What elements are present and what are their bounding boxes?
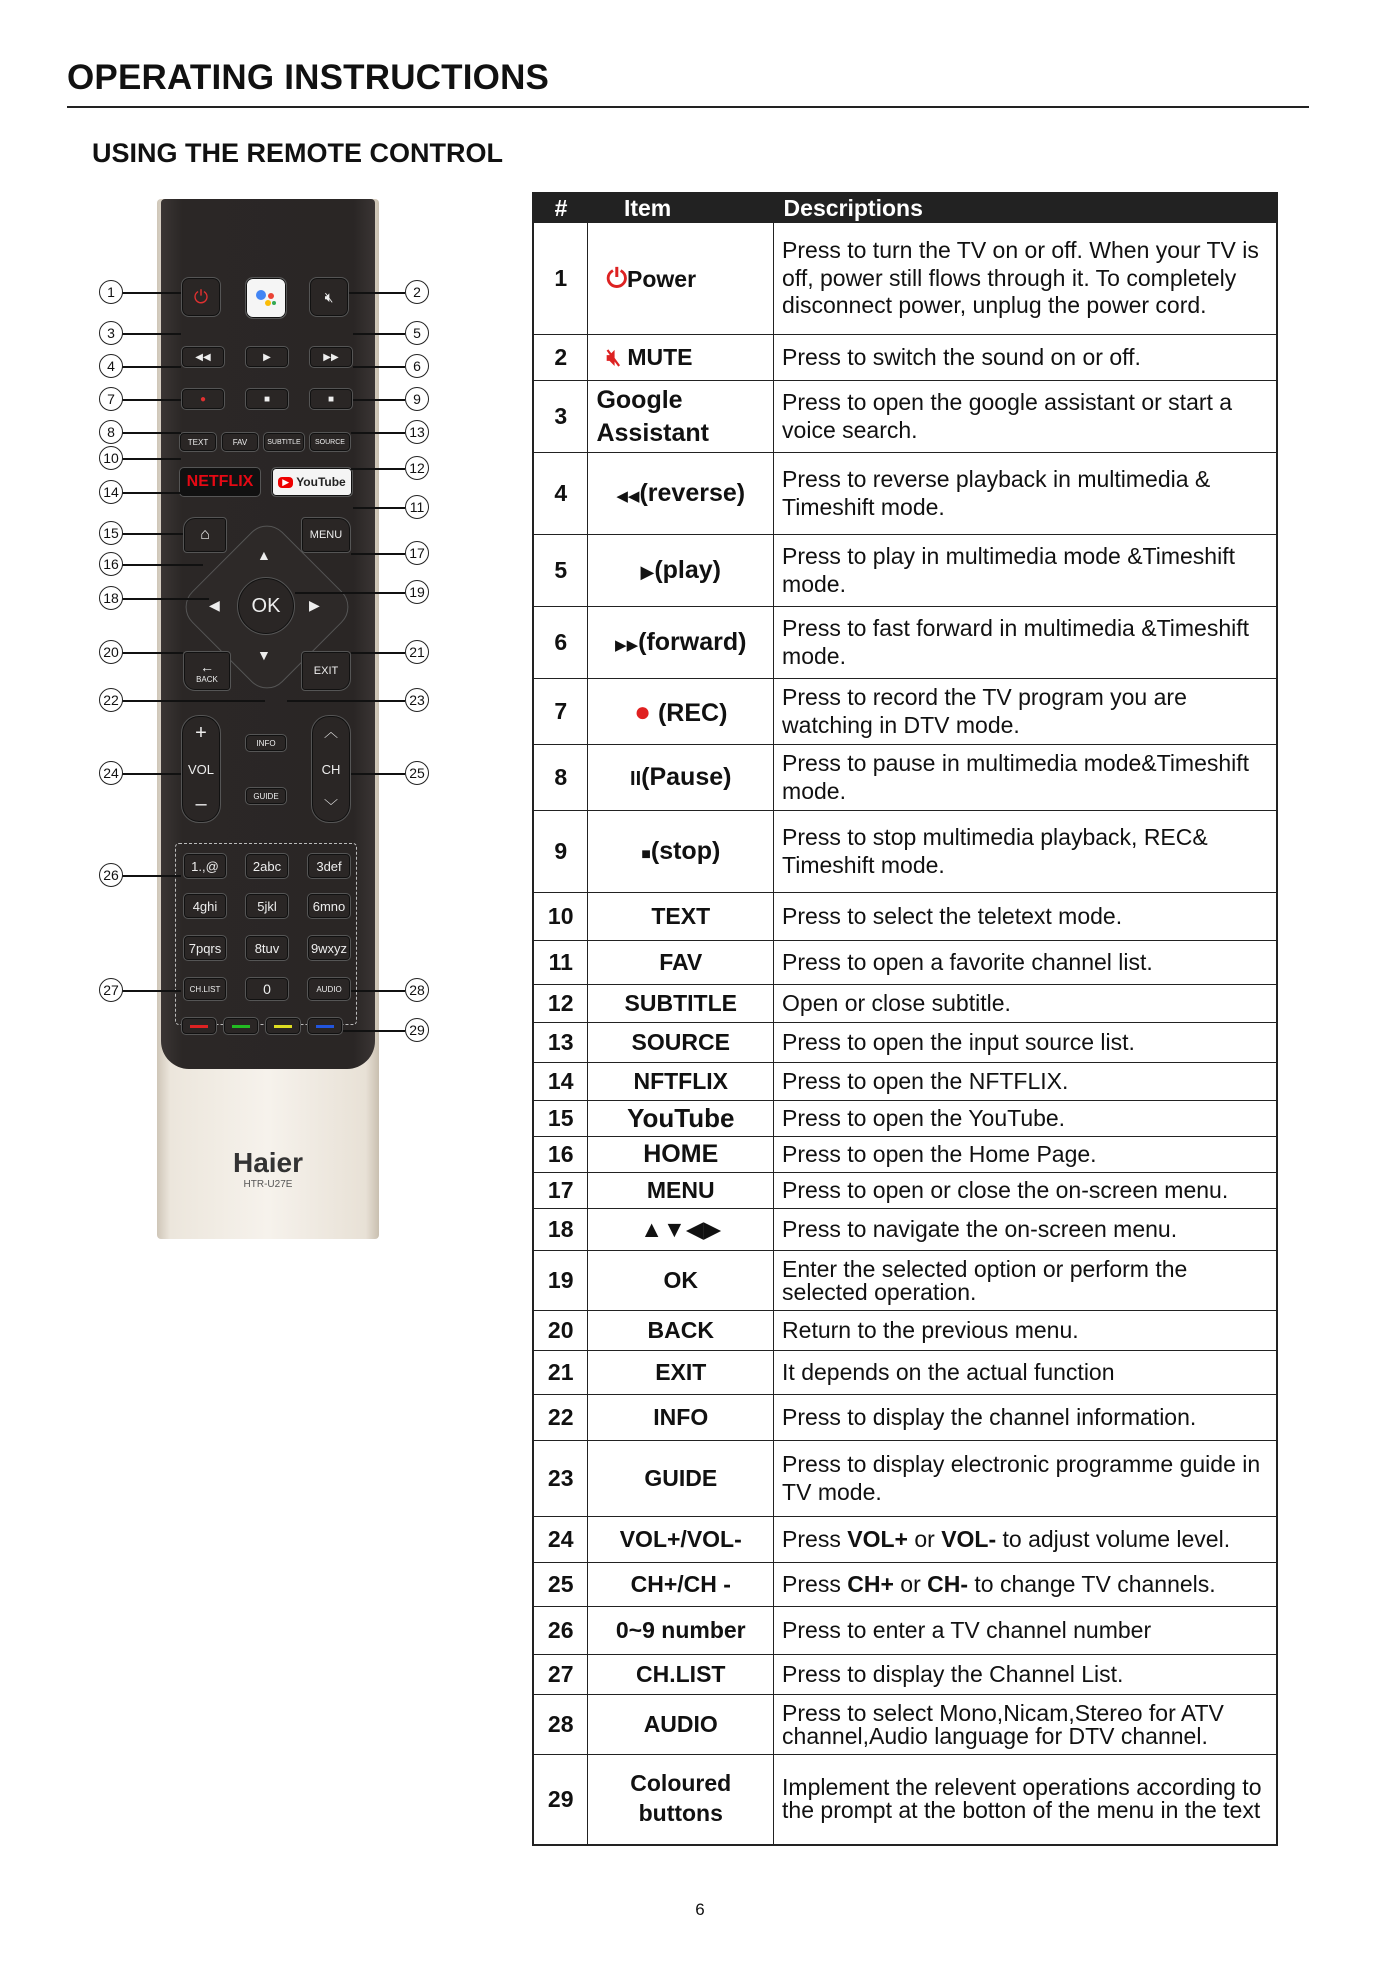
callout-line bbox=[353, 366, 405, 368]
row-description: Press to enter a TV channel number bbox=[774, 1607, 1277, 1655]
row-item bbox=[588, 453, 774, 535]
key-8: 8tuv bbox=[245, 935, 289, 961]
row-description: Press to fast forward in multimedia &Timeshift mode. bbox=[774, 607, 1277, 679]
callout-28: 28 bbox=[405, 978, 429, 1002]
guide-button: GUIDE bbox=[245, 787, 287, 805]
callout-line bbox=[119, 333, 181, 335]
row-item bbox=[588, 335, 774, 381]
ch-down-icon: ﹀ bbox=[324, 798, 338, 814]
callout-20: 20 bbox=[99, 640, 123, 664]
callout-22: 22 bbox=[99, 688, 123, 712]
row-number: 10 bbox=[533, 893, 588, 941]
blue-bar bbox=[316, 1025, 334, 1028]
reverse-button: ◀◀ bbox=[181, 346, 225, 368]
ch-up-icon: ︿ bbox=[324, 724, 338, 740]
row-description: Press to open the input source list. bbox=[774, 1023, 1277, 1063]
callout-25: 25 bbox=[405, 761, 429, 785]
row-description: Press to reverse playback in multimedia & Timeshift mode. bbox=[774, 453, 1277, 535]
key-0: 0 bbox=[245, 977, 289, 1001]
row-item-label: (REC) bbox=[657, 698, 728, 727]
callout-line bbox=[119, 598, 209, 600]
table-row bbox=[533, 1563, 1277, 1607]
row-description: Press to switch the sound on or off. bbox=[774, 335, 1277, 381]
stop-icon: ■ bbox=[641, 846, 651, 863]
table-row bbox=[533, 335, 1277, 381]
row-description: Press to record the TV program you are watching in DTV mode. bbox=[774, 679, 1277, 745]
rec-icon: ● bbox=[634, 695, 652, 727]
source-button: SOURCE bbox=[309, 432, 351, 452]
chlist-button: CH.LIST bbox=[183, 977, 227, 1001]
callout-16: 16 bbox=[99, 552, 123, 576]
key-9: 9wxyz bbox=[307, 935, 351, 961]
desc-text: or bbox=[907, 1525, 942, 1552]
row-description: Press to open the YouTube. bbox=[774, 1101, 1277, 1137]
yellow-bar bbox=[274, 1025, 292, 1028]
row-item: BACK bbox=[588, 1311, 774, 1351]
row-number: 25 bbox=[533, 1563, 588, 1607]
callout-line bbox=[119, 399, 181, 401]
header-number: # bbox=[533, 193, 588, 223]
pause-icon: II bbox=[630, 768, 642, 790]
callout-14: 14 bbox=[99, 480, 123, 504]
callout-23: 23 bbox=[405, 688, 429, 712]
table-row bbox=[533, 1351, 1277, 1395]
callout-19: 19 bbox=[405, 580, 429, 604]
back-arrow-icon: ← bbox=[200, 658, 214, 675]
row-item: 0~9 number bbox=[588, 1607, 774, 1655]
row-description: Return to the previous menu. bbox=[774, 1311, 1277, 1351]
row-item: SUBTITLE bbox=[588, 985, 774, 1023]
row-description: It depends on the actual function bbox=[774, 1351, 1277, 1395]
callout-line bbox=[119, 652, 183, 654]
row-item: ▲▼◀▶ bbox=[588, 1209, 774, 1251]
table-row bbox=[533, 893, 1277, 941]
callout-line bbox=[119, 990, 181, 992]
row-item-label: (Pause) bbox=[641, 763, 732, 791]
model-number: HTR-U27E bbox=[243, 1179, 293, 1190]
desc-text: to change TV channels. bbox=[968, 1570, 1216, 1597]
row-item: CH.LIST bbox=[588, 1655, 774, 1695]
green-bar bbox=[232, 1025, 250, 1028]
mute-button: 🔇︎ bbox=[309, 277, 349, 317]
row-number: 5 bbox=[533, 535, 588, 607]
row-number: 19 bbox=[533, 1251, 588, 1311]
row-description: Press to open a favorite channel list. bbox=[774, 941, 1277, 985]
exit-button: EXIT bbox=[301, 651, 351, 691]
row-description: Press to navigate the on-screen menu. bbox=[774, 1209, 1277, 1251]
row-description bbox=[774, 1517, 1277, 1563]
table-row bbox=[533, 1655, 1277, 1695]
table-row bbox=[533, 679, 1277, 745]
callout-line bbox=[119, 458, 181, 460]
section-title: USING THE REMOTE CONTROL bbox=[92, 138, 503, 168]
row-number: 8 bbox=[533, 745, 588, 811]
row-item: MENU bbox=[588, 1173, 774, 1209]
callout-line bbox=[351, 468, 405, 470]
desc-text: to adjust volume level. bbox=[996, 1525, 1231, 1552]
row-item-label: (stop) bbox=[650, 837, 721, 865]
callout-line bbox=[287, 700, 405, 702]
callout-line bbox=[351, 652, 405, 654]
key-1: 1.,@ bbox=[183, 853, 227, 879]
row-item: Coloured buttons bbox=[588, 1755, 774, 1845]
row-item bbox=[588, 223, 774, 335]
row-item: CH+/CH - bbox=[588, 1563, 774, 1607]
youtube-play-icon: ▶ bbox=[278, 477, 293, 488]
vol-minus-icon: – bbox=[195, 793, 207, 815]
row-item-label: Power bbox=[627, 265, 697, 292]
row-item-label: (reverse) bbox=[639, 479, 746, 507]
ok-button: OK bbox=[237, 577, 295, 635]
brand-logo: Haier bbox=[232, 1147, 304, 1178]
row-description: Press to turn the TV on or off. When your TV is off, power still flows through it. To completely disconnect power, unplug the power cord. bbox=[774, 223, 1277, 335]
row-description: Press to display the Channel List. bbox=[774, 1655, 1277, 1695]
ch-rocker bbox=[311, 715, 351, 823]
row-number: 20 bbox=[533, 1311, 588, 1351]
row-number: 6 bbox=[533, 607, 588, 679]
callout-line bbox=[119, 292, 181, 294]
callout-line bbox=[351, 432, 405, 434]
callout-line bbox=[343, 1030, 405, 1032]
callout-line bbox=[119, 773, 181, 775]
row-description: Implement the relevent operations according to the prompt at the botton of the menu in the text bbox=[774, 1755, 1277, 1845]
header-item: Item bbox=[588, 193, 774, 223]
menu-button: MENU bbox=[301, 517, 351, 553]
table-row bbox=[533, 1023, 1277, 1063]
up-arrow: ▲ bbox=[257, 547, 271, 563]
audio-button: AUDIO bbox=[307, 977, 351, 1001]
mute-icon: 🔇︎ bbox=[606, 344, 621, 370]
key-7: 7pqrs bbox=[183, 935, 227, 961]
callout-line bbox=[351, 990, 405, 992]
row-item: GUIDE bbox=[588, 1441, 774, 1517]
table-row bbox=[533, 1101, 1277, 1137]
row-description: Press to select Mono,Nicam,Stereo for ATV channel,Audio language for DTV channel. bbox=[774, 1695, 1277, 1755]
title-divider bbox=[67, 106, 1309, 108]
netflix-button: NETFLIX bbox=[179, 467, 261, 497]
ch-label: CH bbox=[321, 761, 341, 777]
table-row bbox=[533, 1311, 1277, 1351]
vol-rocker bbox=[181, 715, 221, 823]
desc-text: Press bbox=[782, 1525, 848, 1552]
table-row bbox=[533, 1755, 1277, 1845]
row-item: FAV bbox=[588, 941, 774, 985]
callout-line bbox=[119, 492, 181, 494]
row-number: 21 bbox=[533, 1351, 588, 1395]
back-button bbox=[183, 651, 231, 691]
header-descriptions: Descriptions bbox=[774, 193, 1277, 223]
callout-line bbox=[119, 432, 181, 434]
red-bar bbox=[190, 1025, 208, 1028]
youtube-label: YouTube bbox=[296, 475, 346, 489]
back-label: BACK bbox=[196, 674, 218, 684]
row-number: 14 bbox=[533, 1063, 588, 1101]
row-number: 1 bbox=[533, 223, 588, 335]
callout-line bbox=[119, 875, 181, 877]
text-button: TEXT bbox=[179, 432, 217, 452]
forward-button: ▶▶ bbox=[309, 346, 353, 368]
row-number: 12 bbox=[533, 985, 588, 1023]
table-header-row bbox=[533, 193, 1277, 223]
row-number: 22 bbox=[533, 1395, 588, 1441]
remote-illustration bbox=[95, 195, 455, 1245]
key-5: 5jkl bbox=[245, 893, 289, 919]
key-4: 4ghi bbox=[183, 893, 227, 919]
callout-line bbox=[353, 333, 405, 335]
rec-button: ● bbox=[181, 388, 225, 410]
callout-12: 12 bbox=[405, 456, 429, 480]
row-item: Google Assistant bbox=[588, 381, 774, 453]
row-number: 9 bbox=[533, 811, 588, 893]
green-button bbox=[223, 1017, 259, 1035]
row-item: NFTFLIX bbox=[588, 1063, 774, 1101]
table-row bbox=[533, 811, 1277, 893]
forward-icon: ▶▶ bbox=[615, 637, 639, 654]
row-item bbox=[588, 535, 774, 607]
row-number: 4 bbox=[533, 453, 588, 535]
info-button: INFO bbox=[245, 734, 287, 752]
callout-3: 3 bbox=[99, 321, 123, 345]
row-item: INFO bbox=[588, 1395, 774, 1441]
callout-17: 17 bbox=[405, 541, 429, 565]
red-button bbox=[181, 1017, 217, 1035]
desc-keyword: CH+ bbox=[847, 1570, 894, 1597]
row-number: 27 bbox=[533, 1655, 588, 1695]
callout-26: 26 bbox=[99, 863, 123, 887]
callout-6: 6 bbox=[405, 354, 429, 378]
table-row bbox=[533, 1395, 1277, 1441]
table-row bbox=[533, 535, 1277, 607]
callout-29: 29 bbox=[405, 1018, 429, 1042]
table-row bbox=[533, 1173, 1277, 1209]
row-description: Open or close subtitle. bbox=[774, 985, 1277, 1023]
row-number: 16 bbox=[533, 1137, 588, 1173]
pause-button: ■ bbox=[245, 388, 289, 410]
vol-plus-icon: + bbox=[195, 722, 207, 744]
home-button: ⌂ bbox=[183, 517, 227, 553]
row-item-label: (forward) bbox=[638, 628, 747, 656]
youtube-button bbox=[271, 467, 353, 497]
row-number: 18 bbox=[533, 1209, 588, 1251]
row-description bbox=[774, 1563, 1277, 1607]
desc-text: Press bbox=[782, 1570, 848, 1597]
google-assistant-button bbox=[245, 277, 287, 319]
row-description: Press to pause in multimedia mode&Timeshift mode. bbox=[774, 745, 1277, 811]
row-number: 2 bbox=[533, 335, 588, 381]
callout-line bbox=[295, 592, 405, 594]
google-assistant-icon bbox=[254, 288, 278, 308]
table-row bbox=[533, 1517, 1277, 1563]
reverse-icon: ◀◀ bbox=[616, 488, 640, 505]
callout-1: 1 bbox=[99, 280, 123, 304]
row-item: TEXT bbox=[588, 893, 774, 941]
callout-line bbox=[119, 700, 265, 702]
callout-9: 9 bbox=[405, 387, 429, 411]
row-description: Press to open or close the on-screen menu. bbox=[774, 1173, 1277, 1209]
row-number: 7 bbox=[533, 679, 588, 745]
table-row bbox=[533, 223, 1277, 335]
row-item bbox=[588, 745, 774, 811]
callout-line bbox=[119, 366, 181, 368]
desc-text: or bbox=[893, 1570, 928, 1597]
callout-line bbox=[119, 533, 183, 535]
row-description: Press to open the google assistant or start a voice search. bbox=[774, 381, 1277, 453]
key-6: 6mno bbox=[307, 893, 351, 919]
row-description: Press to display electronic programme guide in TV mode. bbox=[774, 1441, 1277, 1517]
row-description: Press to play in multimedia mode &Timeshift mode. bbox=[774, 535, 1277, 607]
table-row bbox=[533, 985, 1277, 1023]
row-item: AUDIO bbox=[588, 1695, 774, 1755]
row-description: Press to stop multimedia playback, REC& Timeshift mode. bbox=[774, 811, 1277, 893]
stop-button: ■ bbox=[309, 388, 353, 410]
callout-line bbox=[353, 399, 405, 401]
table-row bbox=[533, 745, 1277, 811]
row-description: Enter the selected option or perform the selected operation. bbox=[774, 1251, 1277, 1311]
row-number: 15 bbox=[533, 1101, 588, 1137]
row-item bbox=[588, 811, 774, 893]
row-item bbox=[588, 679, 774, 745]
callout-21: 21 bbox=[405, 640, 429, 664]
table-row bbox=[533, 1441, 1277, 1517]
left-arrow: ◀ bbox=[209, 597, 220, 613]
key-3: 3def bbox=[307, 853, 351, 879]
row-item: VOL+/VOL- bbox=[588, 1517, 774, 1563]
key-2: 2abc bbox=[245, 853, 289, 879]
row-item: YouTube bbox=[588, 1101, 774, 1137]
row-description: Press to open the Home Page. bbox=[774, 1137, 1277, 1173]
row-number: 28 bbox=[533, 1695, 588, 1755]
yellow-button bbox=[265, 1017, 301, 1035]
row-number: 29 bbox=[533, 1755, 588, 1845]
callout-8: 8 bbox=[99, 420, 123, 444]
table-row bbox=[533, 1063, 1277, 1101]
remote-functions-table bbox=[532, 192, 1278, 1846]
play-icon: ▶ bbox=[640, 562, 655, 582]
down-arrow: ▼ bbox=[257, 647, 271, 663]
callout-7: 7 bbox=[99, 387, 123, 411]
callout-line bbox=[353, 507, 405, 509]
table-row bbox=[533, 1695, 1277, 1755]
table-row bbox=[533, 941, 1277, 985]
callout-2: 2 bbox=[405, 280, 429, 304]
table-row bbox=[533, 1137, 1277, 1173]
page-number: 6 bbox=[695, 1900, 705, 1919]
callout-13: 13 bbox=[405, 420, 429, 444]
table-row bbox=[533, 381, 1277, 453]
row-item: HOME bbox=[588, 1137, 774, 1173]
callout-11: 11 bbox=[405, 495, 429, 519]
callout-10: 10 bbox=[99, 446, 123, 470]
callout-line bbox=[119, 564, 203, 566]
row-item-label: (play) bbox=[654, 556, 722, 584]
table-row bbox=[533, 1607, 1277, 1655]
row-description: Press to open the NFTFLIX. bbox=[774, 1063, 1277, 1101]
row-item: EXIT bbox=[588, 1351, 774, 1395]
power-button: ⏻ bbox=[181, 277, 221, 317]
play-button: ▶ bbox=[245, 346, 289, 368]
row-number: 24 bbox=[533, 1517, 588, 1563]
table-row bbox=[533, 1209, 1277, 1251]
row-item bbox=[588, 607, 774, 679]
right-arrow: ▶ bbox=[309, 597, 320, 613]
row-description: Press to display the channel information. bbox=[774, 1395, 1277, 1441]
callout-18: 18 bbox=[99, 586, 123, 610]
blue-button bbox=[307, 1017, 343, 1035]
callout-24: 24 bbox=[99, 761, 123, 785]
callout-15: 15 bbox=[99, 521, 123, 545]
callout-27: 27 bbox=[99, 978, 123, 1002]
table-row bbox=[533, 607, 1277, 679]
callout-4: 4 bbox=[99, 354, 123, 378]
callout-line bbox=[351, 553, 405, 555]
table-row bbox=[533, 453, 1277, 535]
desc-keyword: VOL- bbox=[941, 1525, 997, 1552]
row-description: Press to select the teletext mode. bbox=[774, 893, 1277, 941]
row-item: SOURCE bbox=[588, 1023, 774, 1063]
row-item-label: MUTE bbox=[627, 344, 693, 370]
fav-button: FAV bbox=[221, 432, 259, 452]
table-row bbox=[533, 1251, 1277, 1311]
callout-line bbox=[349, 292, 405, 294]
desc-keyword: CH- bbox=[927, 1570, 969, 1597]
row-number: 11 bbox=[533, 941, 588, 985]
page-title: OPERATING INSTRUCTIONS bbox=[67, 58, 550, 97]
subtitle-button: SUBTITLE bbox=[263, 432, 305, 452]
power-icon: ⏻ bbox=[606, 262, 628, 293]
vol-label: VOL bbox=[187, 761, 214, 777]
row-number: 17 bbox=[533, 1173, 588, 1209]
desc-keyword: VOL+ bbox=[847, 1525, 908, 1552]
row-number: 23 bbox=[533, 1441, 588, 1517]
row-number: 26 bbox=[533, 1607, 588, 1655]
callout-line bbox=[351, 773, 405, 775]
row-number: 3 bbox=[533, 381, 588, 453]
row-item: OK bbox=[588, 1251, 774, 1311]
callout-5: 5 bbox=[405, 321, 429, 345]
row-number: 13 bbox=[533, 1023, 588, 1063]
